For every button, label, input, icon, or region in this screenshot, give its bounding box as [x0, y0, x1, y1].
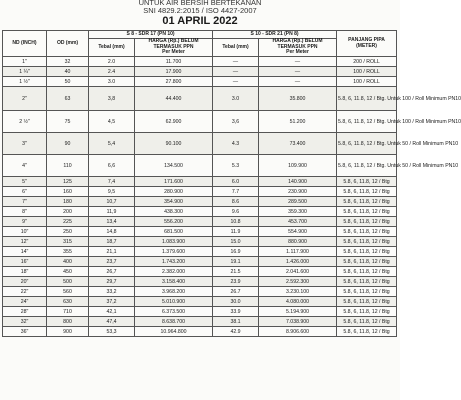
- cell-p1: 6.373.500: [135, 307, 213, 317]
- cell-od: 32: [47, 57, 89, 67]
- table-row: [3, 111, 397, 133]
- cell-nd: 18": [3, 267, 47, 277]
- table-row: [3, 67, 397, 77]
- cell-p1: 1.379.600: [135, 247, 213, 257]
- table-row: [3, 247, 397, 257]
- cell-t2: 8.6: [213, 197, 259, 207]
- cell-t1: 14,8: [89, 227, 135, 237]
- cell-p1: 8.638.700: [135, 317, 213, 327]
- cell-nd: 12": [3, 237, 47, 247]
- table-row: [3, 267, 397, 277]
- cell-t1: 3.0: [89, 77, 135, 87]
- cell-nd: 1": [3, 57, 47, 67]
- cell-len: 5.8, 6, 11.8, 12 / Btg: [337, 267, 397, 277]
- cell-od: 110: [47, 155, 89, 177]
- cell-nd: 16": [3, 257, 47, 267]
- cell-od: 250: [47, 227, 89, 237]
- cell-p1: 11.700: [135, 57, 213, 67]
- table-row: [3, 317, 397, 327]
- cell-t1: 37,2: [89, 297, 135, 307]
- cell-p2: 1.426.000: [259, 257, 337, 267]
- harga-label: HARGA (Rp.) BELUM TERMASUK PPN: [148, 38, 199, 50]
- col-length-header: PANJANG PIPA (METER): [337, 31, 397, 57]
- cell-len: 5.8, 6, 11.8, 12 / Btg: [337, 297, 397, 307]
- cell-p1: 62.900: [135, 111, 213, 133]
- table-row: [3, 287, 397, 297]
- cell-len: 100 / ROLL: [337, 77, 397, 87]
- cell-t2: 3,6: [213, 111, 259, 133]
- cell-p1: 27.800: [135, 77, 213, 87]
- table-row: [3, 327, 397, 337]
- cell-nd: 2": [3, 87, 47, 111]
- cell-p1: 5.010.900: [135, 297, 213, 307]
- cell-t1: 7,4: [89, 177, 135, 187]
- cell-od: 355: [47, 247, 89, 257]
- cell-od: 125: [47, 177, 89, 187]
- table-row: [3, 57, 397, 67]
- cell-nd: 14": [3, 247, 47, 257]
- cell-t1: 4,5: [89, 111, 135, 133]
- col-tebal-header: Tebal (mm): [89, 39, 135, 57]
- cell-t2: 3.0: [213, 87, 259, 111]
- cell-t2: —: [213, 77, 259, 87]
- price-table-body: [3, 57, 461, 337]
- cell-nd: 10": [3, 227, 47, 237]
- cell-p2: 230.900: [259, 187, 337, 197]
- cell-od: 400: [47, 257, 89, 267]
- cell-p2: 2.041.600: [259, 267, 337, 277]
- cell-od: 710: [47, 307, 89, 317]
- cell-od: 63: [47, 87, 89, 111]
- cell-nd: 2 ½": [3, 111, 47, 133]
- col-harga-header: [135, 39, 213, 57]
- cell-p2: 4.080.000: [259, 297, 337, 307]
- cell-p2: 35.800: [259, 87, 337, 111]
- cell-nd: 1 ½": [3, 77, 47, 87]
- cell-od: 50: [47, 77, 89, 87]
- table-row: [3, 155, 397, 177]
- cell-len: 5.8, 6, 11.8, 12 / Btg: [337, 227, 397, 237]
- cell-od: 90: [47, 133, 89, 155]
- cell-p2: 453.700: [259, 217, 337, 227]
- cell-len: 5.8, 6, 11.8, 12 / Btg: [337, 307, 397, 317]
- cell-p2: 289.500: [259, 197, 337, 207]
- cell-t2: 4.3: [213, 133, 259, 155]
- cell-len: 200 / ROLL: [337, 57, 397, 67]
- cell-t2: —: [213, 57, 259, 67]
- cell-len: 5.8, 6, 11.8, 12 / Btg: [337, 277, 397, 287]
- cell-nd: 9": [3, 217, 47, 227]
- cell-p2: 8.906.600: [259, 327, 337, 337]
- table-row: [3, 187, 397, 197]
- table-row: [3, 133, 397, 155]
- table-row: [3, 87, 397, 111]
- cell-t2: 26.7: [213, 287, 259, 297]
- cell-od: 500: [47, 277, 89, 287]
- cell-t1: 2.4: [89, 67, 135, 77]
- table-row: [3, 77, 397, 87]
- cell-p1: 681.500: [135, 227, 213, 237]
- cell-nd: 6": [3, 187, 47, 197]
- harga-label-2: HARGA (Rp.) BELUM TERMASUK PPN: [272, 38, 323, 50]
- cell-t2: 16.9: [213, 247, 259, 257]
- cell-nd: 1 ¼": [3, 67, 47, 77]
- cell-t1: 13,4: [89, 217, 135, 227]
- cell-len: 5.8, 6, 11.8, 12 / Btg: [337, 317, 397, 327]
- cell-t1: 47,4: [89, 317, 135, 327]
- header-date: 01 APRIL 2022: [162, 15, 238, 27]
- cell-t1: 5,4: [89, 133, 135, 155]
- group-sdr21-header: S 10 - SDR 21 (PN 8): [213, 31, 337, 39]
- cell-len: 5.8, 6, 11.8, 12 / Btg. Untuk 100 / Roll Minimum PN10: [337, 111, 397, 133]
- cell-p2: 5.194.900: [259, 307, 337, 317]
- cell-od: 900: [47, 327, 89, 337]
- table-row: [3, 227, 397, 237]
- cell-nd: 4": [3, 155, 47, 177]
- cell-od: 315: [47, 237, 89, 247]
- cell-t2: 5.3: [213, 155, 259, 177]
- cell-len: 5.8, 6, 11.8, 12 / Btg: [337, 257, 397, 267]
- table-row: [3, 307, 397, 317]
- cell-p2: —: [259, 77, 337, 87]
- cell-t1: 18,7: [89, 237, 135, 247]
- cell-t2: 9.6: [213, 207, 259, 217]
- cell-t1: 6,6: [89, 155, 135, 177]
- cell-p1: 438.300: [135, 207, 213, 217]
- cell-nd: 7": [3, 197, 47, 207]
- cell-p1: 171.600: [135, 177, 213, 187]
- cell-p1: 1.083.900: [135, 237, 213, 247]
- cell-t1: 2.0: [89, 57, 135, 67]
- cell-p1: 1.743.200: [135, 257, 213, 267]
- cell-t2: 23.9: [213, 277, 259, 287]
- cell-len: 5.8, 6, 11.8, 12 / Btg: [337, 187, 397, 197]
- cell-t1: 26,7: [89, 267, 135, 277]
- cell-t1: 3,8: [89, 87, 135, 111]
- price-table: [2, 30, 461, 337]
- cell-t1: 10,7: [89, 197, 135, 207]
- cell-nd: 5": [3, 177, 47, 187]
- cell-nd: 28": [3, 307, 47, 317]
- harga-sub-label-2: Per Meter: [286, 49, 309, 56]
- cell-p2: 51.200: [259, 111, 337, 133]
- cell-t2: 7.7: [213, 187, 259, 197]
- cell-t1: 33,2: [89, 287, 135, 297]
- cell-nd: 36": [3, 327, 47, 337]
- cell-p2: 1.117.900: [259, 247, 337, 257]
- cell-t1: 11,9: [89, 207, 135, 217]
- cell-od: 560: [47, 287, 89, 297]
- cell-t2: 21.5: [213, 267, 259, 277]
- cell-nd: 8": [3, 207, 47, 217]
- cell-t2: —: [213, 67, 259, 77]
- cell-len: 5.8, 6, 11.8, 12 / Btg: [337, 177, 397, 187]
- group-sdr17-header: S 8 - SDR 17 (PN 10): [89, 31, 213, 39]
- cell-t2: 6.0: [213, 177, 259, 187]
- cell-t2: 10.8: [213, 217, 259, 227]
- cell-len: 5.8, 6, 11.8, 12 / Btg. Untuk 50 / Roll Minimum PN10: [337, 155, 397, 177]
- cell-len: 5.8, 6, 11.8, 12 / Btg. Untuk 100 / Roll Minimum PN10: [337, 87, 397, 111]
- cell-nd: 32": [3, 317, 47, 327]
- cell-p2: —: [259, 67, 337, 77]
- cell-od: 225: [47, 217, 89, 227]
- cell-p1: 556.200: [135, 217, 213, 227]
- document-header: [0, 0, 400, 27]
- cell-p2: 140.900: [259, 177, 337, 187]
- cell-p2: 359.300: [259, 207, 337, 217]
- cell-t1: 42,1: [89, 307, 135, 317]
- cell-t2: 42.9: [213, 327, 259, 337]
- cell-len: 5.8, 6, 11.8, 12 / Btg: [337, 207, 397, 217]
- table-row: [3, 177, 397, 187]
- cell-nd: 24": [3, 297, 47, 307]
- cell-t1: 23,7: [89, 257, 135, 267]
- cell-t2: 38.1: [213, 317, 259, 327]
- table-row: [3, 257, 397, 267]
- header-standard: SNI 4829.2:2015 / ISO 4427-2007: [143, 6, 257, 15]
- cell-t2: 19.1: [213, 257, 259, 267]
- cell-t1: 53,3: [89, 327, 135, 337]
- col-harga-header-2: [259, 39, 337, 57]
- cell-p2: —: [259, 57, 337, 67]
- table-row: [3, 197, 397, 207]
- cell-od: 630: [47, 297, 89, 307]
- cell-p1: 90.100: [135, 133, 213, 155]
- cell-p1: 280.900: [135, 187, 213, 197]
- cell-p2: 73.400: [259, 133, 337, 155]
- table-row: [3, 217, 397, 227]
- cell-od: 40: [47, 67, 89, 77]
- cell-p2: 109.900: [259, 155, 337, 177]
- cell-t2: 15.0: [213, 237, 259, 247]
- cell-od: 800: [47, 317, 89, 327]
- cell-p1: 354.900: [135, 197, 213, 207]
- cell-p2: 2.592.300: [259, 277, 337, 287]
- col-od-header: OD (mm): [47, 31, 89, 57]
- table-row: [3, 297, 397, 307]
- cell-od: 180: [47, 197, 89, 207]
- cell-p1: 17.900: [135, 67, 213, 77]
- cell-len: 5.8, 6, 11.8, 12 / Btg: [337, 247, 397, 257]
- cell-t1: 29,7: [89, 277, 135, 287]
- cell-t1: 21,1: [89, 247, 135, 257]
- table-row: [3, 237, 397, 247]
- cell-p2: 880.900: [259, 237, 337, 247]
- cell-len: 100 / ROLL: [337, 67, 397, 77]
- cell-p1: 2.382.000: [135, 267, 213, 277]
- cell-p1: 134.500: [135, 155, 213, 177]
- cell-t2: 11.9: [213, 227, 259, 237]
- cell-p1: 3.158.400: [135, 277, 213, 287]
- header-subtitle: UNTUK AIR BERSIH BERTEKANAN: [138, 0, 262, 7]
- table-row: [3, 207, 397, 217]
- cell-t2: 30.0: [213, 297, 259, 307]
- cell-t1: 9,5: [89, 187, 135, 197]
- cell-od: 200: [47, 207, 89, 217]
- cell-p1: 44.400: [135, 87, 213, 111]
- cell-od: 75: [47, 111, 89, 133]
- harga-sub-label: Per Meter: [162, 49, 185, 56]
- cell-nd: 22": [3, 287, 47, 297]
- cell-nd: 3": [3, 133, 47, 155]
- cell-len: 5.8, 6, 11.8, 12 / Btg: [337, 197, 397, 207]
- cell-od: 160: [47, 187, 89, 197]
- cell-len: 5.8, 6, 11.8, 12 / Btg: [337, 237, 397, 247]
- cell-len: 5.8, 6, 11.8, 12 / Btg: [337, 327, 397, 337]
- cell-od: 450: [47, 267, 89, 277]
- table-row: [3, 277, 397, 287]
- cell-p2: 554.900: [259, 227, 337, 237]
- cell-p1: 3.968.200: [135, 287, 213, 297]
- cell-nd: 20": [3, 277, 47, 287]
- col-nd-header: ND (INCH): [3, 31, 47, 57]
- cell-len: 5.8, 6, 11.8, 12 / Btg: [337, 217, 397, 227]
- col-tebal-header-2: Tebal (mm): [213, 39, 259, 57]
- cell-len: 5.8, 6, 11.8, 12 / Btg. Untuk 50 / Roll Minimum PN10: [337, 133, 397, 155]
- cell-p2: 7.038.900: [259, 317, 337, 327]
- cell-p1: 10.964.800: [135, 327, 213, 337]
- cell-len: 5.8, 6, 11.8, 12 / Btg: [337, 287, 397, 297]
- cell-t2: 33.9: [213, 307, 259, 317]
- cell-p2: 3.230.100: [259, 287, 337, 297]
